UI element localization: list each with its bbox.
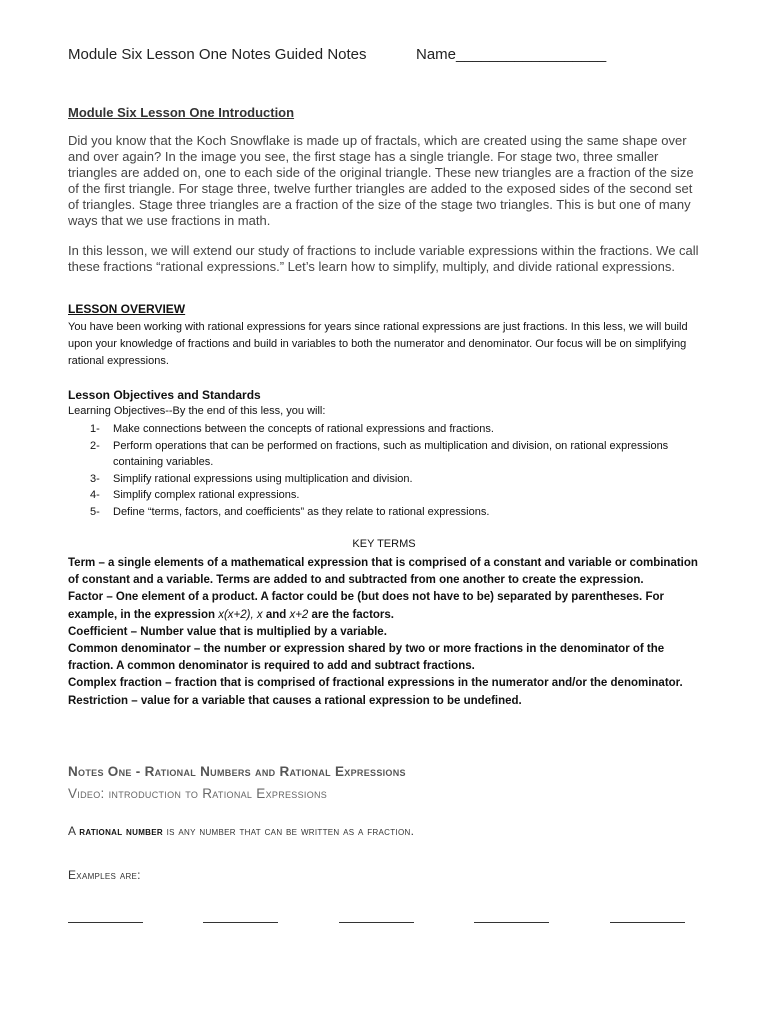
worksheet-title: Module Six Lesson One Notes Guided Notes xyxy=(68,46,367,63)
objectives-intro: Learning Objectives--By the end of this less, you will: xyxy=(68,405,326,417)
overview-heading: LESSON OVERVIEW xyxy=(68,302,186,316)
overview-text: You have been working with rational expressions for years since rational expressions are just fractions. In this less, we will build upon your knowledge of fractions and build in variables to both the numerator and denominator. Our focus will be on simplifying rational expressions. xyxy=(68,321,688,367)
key-terms-heading: KEY TERMS xyxy=(352,538,416,550)
objective-item: 4- Simplify complex rational expressions. xyxy=(90,489,300,501)
objective-item: 1- Make connections between the concepts of rational expressions and fractions. xyxy=(90,423,494,435)
intro-paragraph-1: Did you know that the Koch Snowflake is made up of fractals, which are created using the same shape over and over again? In the image you see, the first stage has a single triangle. For stage two, three smaller triangles are added on, one to each side of the original triangle. These new triangles are a fraction of the size of the first triangle. For stage three, twelve further triangles are added to the exposed sides of the second set of triangles. Stage three triangles are a fraction of the size of the stage two triangles. This is but one of many ways that we use fractions in math. xyxy=(68,133,694,228)
answer-blank[interactable] xyxy=(68,922,143,923)
answer-blank[interactable] xyxy=(203,922,278,923)
term-definition: Term – a single elements of a mathematical expression that is comprised of a constant and variable or combination of constant and a variable. Terms are added to and subtracted from one another to create the expression. xyxy=(68,557,698,587)
intro-heading: Module Six Lesson One Introduction xyxy=(68,105,295,120)
answer-blank[interactable] xyxy=(610,922,685,923)
notes-heading: Notes One - Rational Numbers and Rational Expressions xyxy=(68,764,406,779)
factor-definition: Factor – One element of a product. A factor could be (but does not have to be) separated by parentheses. For example, in the expression x(x+2), x and x+2 are the factors. xyxy=(68,591,664,621)
name-field: Name__________________ xyxy=(416,46,607,63)
coefficient-definition: Coefficient – Number value that is multiplied by a variable. xyxy=(68,625,387,638)
complex-fraction-definition: Complex fraction – fraction that is comprised of fractional expressions in the numerator and/or the denominator. xyxy=(68,677,683,690)
restriction-definition: Restriction – value for a variable that causes a rational expression to be undefined. xyxy=(68,694,522,707)
answer-blank[interactable] xyxy=(474,922,549,923)
key-terms-list xyxy=(68,555,708,710)
examples-label: Examples are: xyxy=(68,868,141,882)
header xyxy=(68,46,607,63)
objectives-heading: Lesson Objectives and Standards xyxy=(68,388,261,402)
intro-paragraph-2: In this lesson, we will extend our study of fractions to include variable expressions within the fractions. We call these fractions “rational expressions.” Let’s learn how to simplify, multiply, and divide rational expressions. xyxy=(68,243,699,274)
video-heading: Video: introduction to Rational Expressions xyxy=(68,786,328,801)
objective-item: 5- Define “terms, factors, and coefficients” as they relate to rational expressions. xyxy=(90,505,490,518)
rational-number-definition: A rational number is any number that can be written as a fraction. xyxy=(68,824,415,838)
answer-blank[interactable] xyxy=(339,922,414,923)
objective-item: 2- Perform operations that can be performed on fractions, such as multiplication and division, on rational expressions containing variables. xyxy=(90,439,669,468)
objective-item: 3- Simplify rational expressions using multiplication and division. xyxy=(90,472,413,485)
objectives-list xyxy=(90,421,700,520)
common-denominator-definition: Common denominator – the number or expression shared by two or more fractions in the denominator of the fraction. A common denominator is required to add and subtract fractions. xyxy=(68,643,665,673)
